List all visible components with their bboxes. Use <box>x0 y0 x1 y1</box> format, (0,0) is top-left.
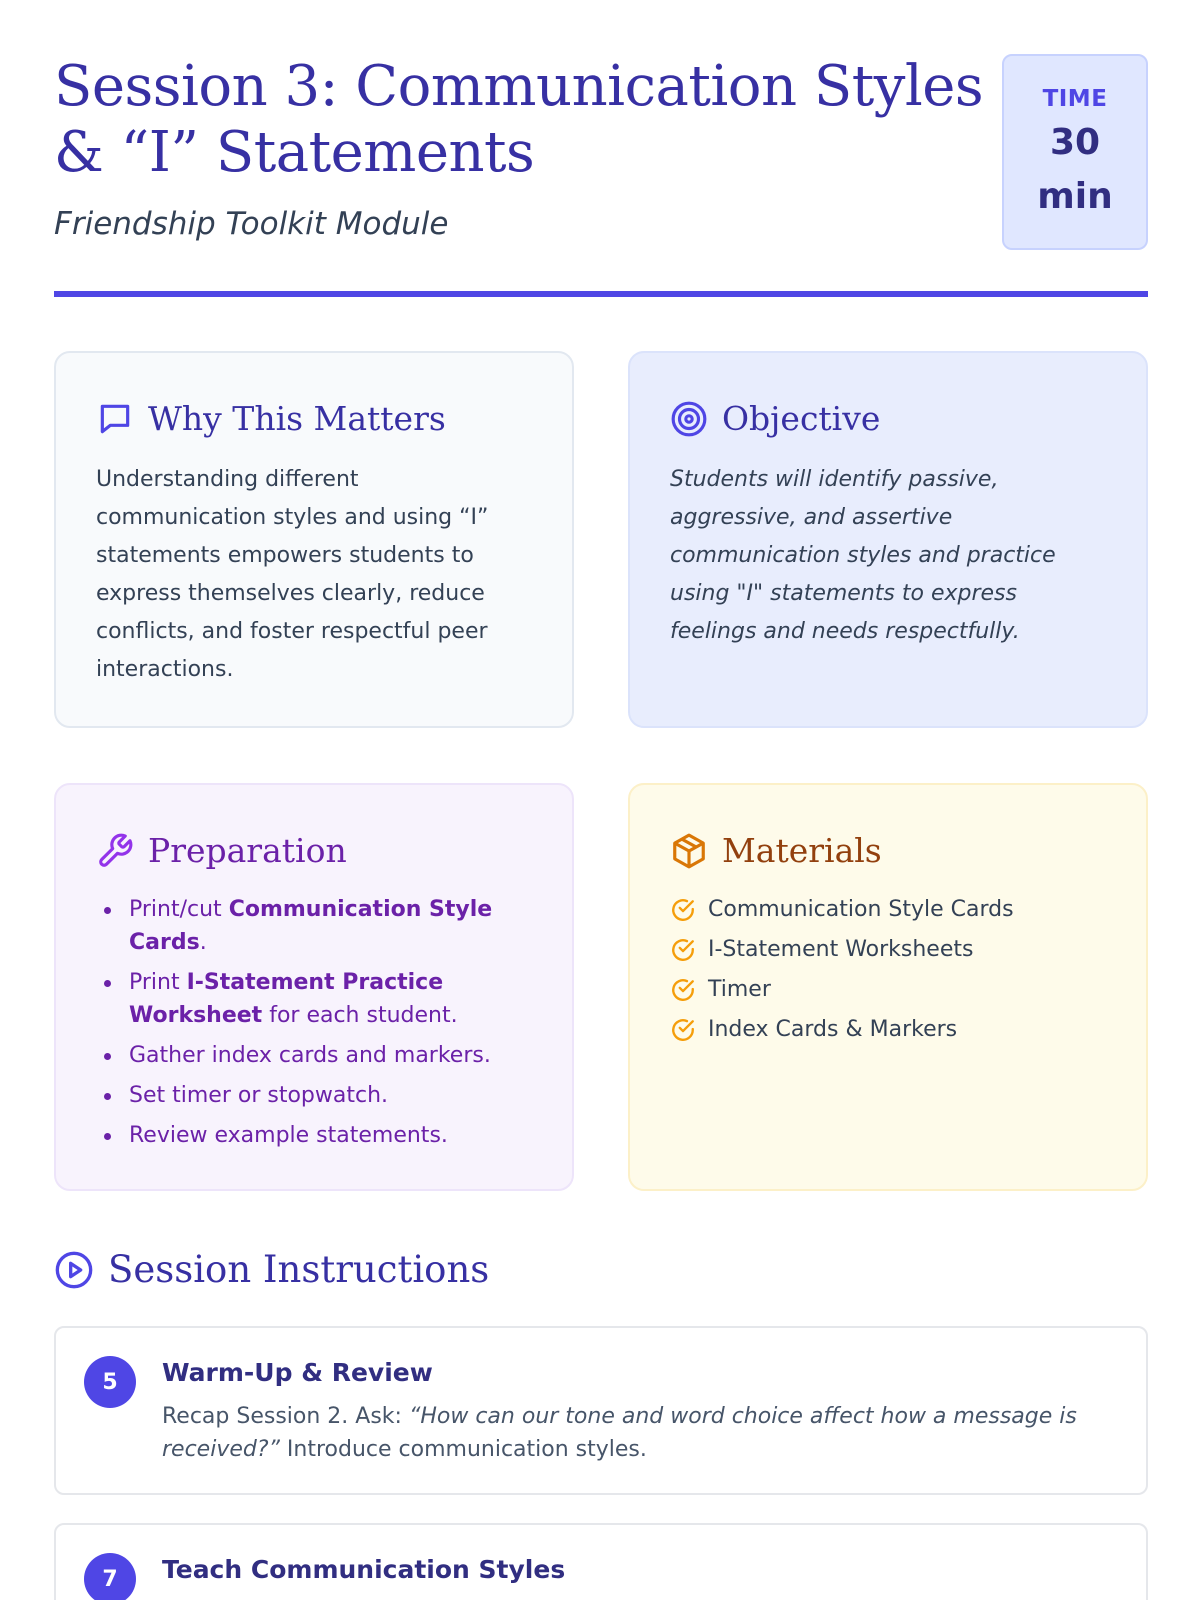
material-label: Communication Style Cards <box>708 897 1014 922</box>
time-badge <box>1002 54 1148 250</box>
item-text-end: for each student. <box>262 1003 458 1028</box>
objective-heading <box>670 399 1106 439</box>
list-item <box>670 1013 1106 1046</box>
item-emphasis: Communication Style Cards <box>129 897 493 955</box>
preparation-card <box>54 783 574 1191</box>
check-circle-icon <box>670 897 696 923</box>
list-item <box>96 1039 532 1072</box>
why-this-matters-title: Why This Matters <box>148 399 446 438</box>
step-title: Teach Communication Styles <box>162 1555 566 1584</box>
objective-card <box>628 351 1148 728</box>
instruction-step <box>54 1523 1148 1600</box>
materials-card <box>628 783 1148 1191</box>
material-label: Timer <box>708 977 771 1002</box>
check-circle-icon <box>670 937 696 963</box>
step-description-text: Recap Session 2. Ask: <box>162 1404 409 1429</box>
step-title: Warm-Up & Review <box>162 1358 433 1387</box>
item-text: Print/cut <box>129 897 229 922</box>
item-emphasis: I-Statement Practice Worksheet <box>129 970 444 1028</box>
time-value <box>1004 116 1146 224</box>
chat-bubble-icon <box>96 400 134 438</box>
list-item <box>670 973 1106 1006</box>
materials-title: Materials <box>722 831 882 870</box>
item-text: Set timer or stopwatch. <box>129 1083 389 1108</box>
item-text: Review example statements. <box>129 1123 448 1148</box>
check-circle-icon <box>670 1017 696 1043</box>
session-instructions-heading <box>54 1248 489 1291</box>
time-unit: min <box>1037 176 1113 217</box>
step-description-end: Introduce communication styles. <box>279 1437 647 1462</box>
material-label: Index Cards & Markers <box>708 1017 958 1042</box>
list-item <box>96 1079 532 1112</box>
target-icon <box>670 400 708 438</box>
page-title <box>54 54 1004 186</box>
preparation-title: Preparation <box>148 831 347 870</box>
header-divider <box>54 291 1148 297</box>
objective-title: Objective <box>722 399 881 438</box>
session-instructions-title: Session Instructions <box>108 1248 490 1291</box>
step-number-badge: 7 <box>84 1553 136 1600</box>
page-subtitle: Friendship Toolkit Module <box>54 206 449 242</box>
box-icon <box>670 832 708 870</box>
title-line-2: & “I” Statements <box>54 120 535 185</box>
time-label: TIME <box>1042 86 1108 112</box>
list-item <box>96 893 532 959</box>
item-text: Print <box>129 970 187 995</box>
objective-text: Students will identify passive, aggressive, and assertive communication styles and practice using "I" statements to express feelings and needs respectfully. <box>670 467 1056 644</box>
check-circle-icon <box>670 977 696 1003</box>
list-item <box>670 893 1106 926</box>
why-this-matters-card <box>54 351 574 728</box>
title-line-1: Session 3: Communication Styles <box>54 54 984 119</box>
time-number: 30 <box>1049 122 1101 163</box>
preparation-list <box>96 893 532 1152</box>
why-this-matters-text: Understanding different communication styles and using “I” statements empowers students to express themselves clearly, reduce conflicts, and foster respectful peer interactions. <box>96 467 489 682</box>
list-item <box>96 1119 532 1152</box>
item-text: Gather index cards and markers. <box>129 1043 491 1068</box>
step-number-badge: 5 <box>84 1356 136 1408</box>
step-description <box>162 1400 1106 1466</box>
material-label: I-Statement Worksheets <box>708 937 974 962</box>
page-header <box>54 54 1148 298</box>
step-description-quote: “How can our tone and word choice affect how a message is received?” <box>162 1404 1077 1462</box>
preparation-heading <box>96 831 532 871</box>
play-circle-icon <box>54 1250 94 1290</box>
materials-list <box>670 893 1106 1046</box>
wrench-icon <box>96 832 134 870</box>
materials-heading <box>670 831 1106 871</box>
item-text-end: . <box>199 930 207 955</box>
why-this-matters-heading <box>96 399 532 439</box>
list-item <box>670 933 1106 966</box>
instruction-step <box>54 1326 1148 1495</box>
list-item <box>96 966 532 1032</box>
